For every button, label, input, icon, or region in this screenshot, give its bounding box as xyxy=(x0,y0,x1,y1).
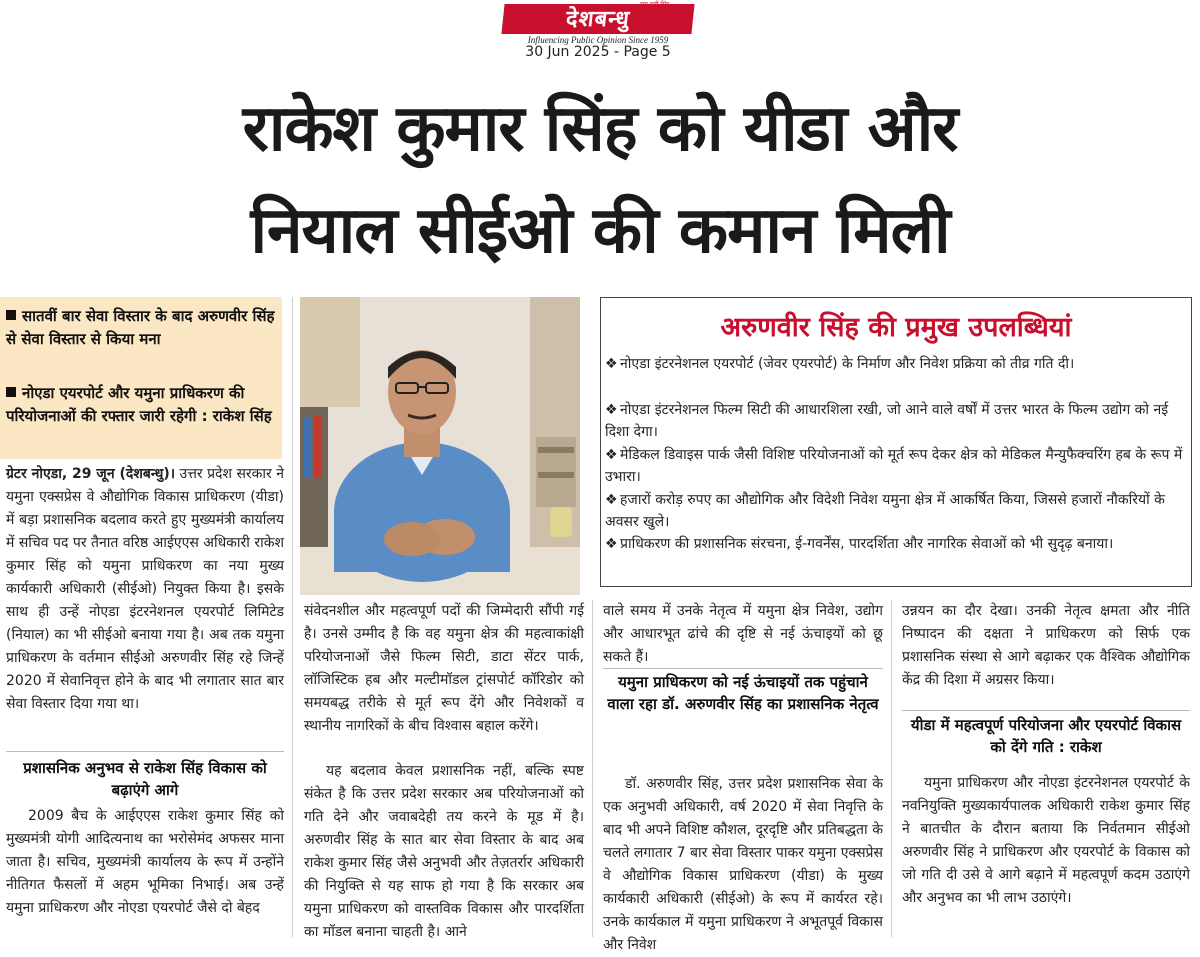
article-paragraph: यह बदलाव केवल प्रशासनिक नहीं, बल्कि स्पष्ट संकेत है कि उत्तर प्रदेश सरकार अब परियोजनाओं को गति देने और जवाबदेही तय करने के मूड में है। अरुणवीर सिंह के सात बार सेवा विस्तार के बाद अब राकेश कुमार सिंह जैसे अनुभवी और तेज़तर्रार अधिकारी की नियुक्ति से यह साफ हो गया है कि सरकार अब यमुना प्राधिकरण को वास्तविक विकास और पारदर्शिता का मॉडल बनाना चाहती है। आने xyxy=(304,763,584,940)
achievement-item: ❖ मेडिकल डिवाइस पार्क जैसी विशिष्ट परियोजनाओं को मूर्त रूप देकर क्षेत्र को मेडिकल मैन्युफैक्चरिंग हब के रूप में उभारा। xyxy=(605,444,1187,488)
logo-tagline: Influencing Public Opinion Since 1959 xyxy=(527,35,669,45)
achievement-item: ❖ नोएडा इंटरनेशनल एयरपोर्ट (जेवर एयरपोर्ट) के निर्माण और निवेश प्रक्रिया को तीव्र गति दी। xyxy=(605,353,1187,375)
diamond-bullet-icon: ❖ xyxy=(605,492,618,508)
column-rule xyxy=(891,600,892,937)
article-paragraph: संवेदनशील और महत्वपूर्ण पदों की जिम्मेदारी सौंपी गई है। उनसे उम्मीद है कि वह यमुना क्षेत्र की महत्वाकांक्षी परियोजनाओं जैसे फिल्म सिटी, डाटा सेंटर पार्क, लॉजिस्टिक हब और मल्टीमॉडल ट्रांसपोर्ट कॉरिडोर को समयबद्ध तरीके से मूर्त रूप देंगे और निवेशकों व स्थानीय नागरिकों के बीच विश्वास बहाल करेंगे। xyxy=(304,603,584,734)
newspaper-logo: देशबन्धु xyxy=(501,4,694,34)
dateline: ग्रेटर नोएडा, 29 जून (देशबन्धु)। xyxy=(6,466,176,482)
article-paragraph: 2009 बैच के आईएएस राकेश कुमार सिंह को मुख्यमंत्री योगी आदित्यनाथ का भरोसेमंद अफसर माना जाता है। सचिव, मुख्यमंत्री कार्यालय के रूप में उन्होंने नीतिगत फैसलों में अहम भूमिका निभाई। अब उन्हें यमुना प्राधिकरण और नोएडा एयरपोर्ट जैसे दो बेहद xyxy=(6,808,284,916)
square-bullet-icon xyxy=(6,387,16,397)
diamond-bullet-icon: ❖ xyxy=(605,536,618,552)
diamond-bullet-icon: ❖ xyxy=(605,402,618,418)
diamond-bullet-icon: ❖ xyxy=(605,447,618,463)
headline-line-1: राकेश कुमार सिंह को यीडा और xyxy=(242,92,958,166)
square-bullet-icon xyxy=(6,310,16,320)
article-paragraph: डॉ. अरुणवीर सिंह, उत्तर प्रदेश प्रशासनिक सेवा के एक अनुभवी अधिकारी, वर्ष 2020 में सेवा निवृत्ति के बाद भी अपने विशिष्ट कौशल, दूरदृष्टि और प्रतिबद्धता के चलते लगातार 7 बार सेवा विस्तार पाकर यमुना एक्सप्रेस वे औद्योगिक विकास प्राधिकरण (यीडा) के मुख्य कार्यकारी अधिकारी (सीईओ) के रूप में कार्यरत रहे। उनके कार्यकाल में यमुना प्राधिकरण ने अभूतपूर्व विकास और निवेश xyxy=(603,776,883,953)
subheading: प्रशासनिक अनुभव से राकेश सिंह विकास को बढ़ाएंगे आगे xyxy=(23,759,267,799)
achievements-title: अरुणवीर सिंह की प्रमुख उपलब्धियां xyxy=(720,312,1072,343)
masthead xyxy=(0,0,1200,70)
article-paragraph: उत्तर प्रदेश सरकार ने यमुना एक्सप्रेस वे औद्योगिक विकास प्राधिकरण (यीडा) में बड़ा प्रशासनिक बदलाव करते हुए मुख्यमंत्री कार्यालय में सचिव पद पर तैनात वरिष्ठ आईएएस अधिकारी राकेश कुमार सिंह को यमुना प्राधिकरण का नया मुख्य कार्यकारी अधिकारी (सीईओ) नियुक्त किया है। इसके साथ ही उन्हें नोएडा इंटरनेशनल एयरपोर्ट लिमिटेड (नियाल) का भी सीईओ बनाया गया है। अब तक यमुना प्राधिकरण के वर्तमान सीईओ अरुणवीर सिंह रहे जिन्हें 2020 में सेवानिवृत्त होने के बाद भी लगातार सात बार सेवा विस्तार दिया गया था। xyxy=(6,466,284,712)
article-column-1 xyxy=(6,463,284,716)
column-rule xyxy=(592,600,593,937)
article-paragraph: वाले समय में उनके नेतृत्व में यमुना क्षेत्र निवेश, उद्योग और आधारभूत ढांचे की दृष्टि से नई ऊंचाइयों को छू सकते हैं। xyxy=(603,603,883,665)
subheading: यीडा में महत्वपूर्ण परियोजना और एयरपोर्ट विकास को देंगे गति : राकेश xyxy=(910,716,1182,756)
article-photo xyxy=(300,297,580,595)
subheading: यमुना प्राधिकरण को नई ऊंचाइयों तक पहुंचाने वाला रहा डॉ. अरुणवीर सिंह का प्रशासनिक नेतृत्व xyxy=(607,673,879,713)
achievement-item: ❖ नोएडा इंटरनेशनल फिल्म सिटी की आधारशिला रखी, जो आने वाले वर्षों में उत्तर भारत के फिल्म उद्योग को नई दिशा देगा। xyxy=(605,399,1187,443)
diamond-bullet-icon: ❖ xyxy=(605,356,618,372)
article-paragraph: यमुना प्राधिकरण और नोएडा इंटरनेशनल एयरपोर्ट के नवनियुक्ति मुख्यकार्यपालक अधिकारी राकेश कुमार सिंह ने बातचीत के दौरान बताया कि निर्वतमान सीईओ अरुणवीर सिंह ने प्राधिकरण और एयरपोर्ट के विकास को जो गति दी उसे वे आगे बढ़ाने में महत्वपूर्ण कदम उठाएंगे और अनुभव का भी लाभ उठाएंगे। xyxy=(902,775,1190,906)
column-rule xyxy=(292,297,293,937)
issue-date-page: 30 Jun 2025 - Page 5 xyxy=(525,44,671,60)
achievement-item: ❖ हजारों करोड़ रुपए का औद्योगिक और विदेशी निवेश यमुना क्षेत्र में आकर्षित किया, जिससे हजारों नौकरियों के अवसर खुले। xyxy=(605,489,1187,533)
highlight-item: सातवीं बार सेवा विस्तार के बाद अरुणवीर सिंह से सेवा विस्तार से किया मना xyxy=(6,307,275,348)
portrait-illustration xyxy=(300,297,580,595)
divider xyxy=(6,751,284,752)
highlight-item: नोएडा एयरपोर्ट और यमुना प्राधिकरण की परियोजनाओं की रफ्तार जारी रहेगी : राकेश सिंह xyxy=(6,384,272,425)
divider xyxy=(603,668,883,669)
divider xyxy=(902,710,1190,711)
headline-line-2: नियाल सीईओ की कमान मिली xyxy=(250,194,950,268)
achievement-item: ❖ प्राधिकरण की प्रशासनिक संरचना, ई-गवर्नेंस, पारदर्शिता और नागरिक सेवाओं को भी सुदृढ़ बनाया। xyxy=(605,533,1187,555)
article-paragraph: उन्नयन का दौर देखा। उनकी नेतृत्व क्षमता और नीति निष्पादन की दक्षता ने प्राधिकरण को सिर्फ एक प्रशासनिक संस्था से आगे बढ़ाकर एक वैश्विक औद्योगिक केंद्र की दिशा में अग्रसर किया। xyxy=(902,603,1190,688)
